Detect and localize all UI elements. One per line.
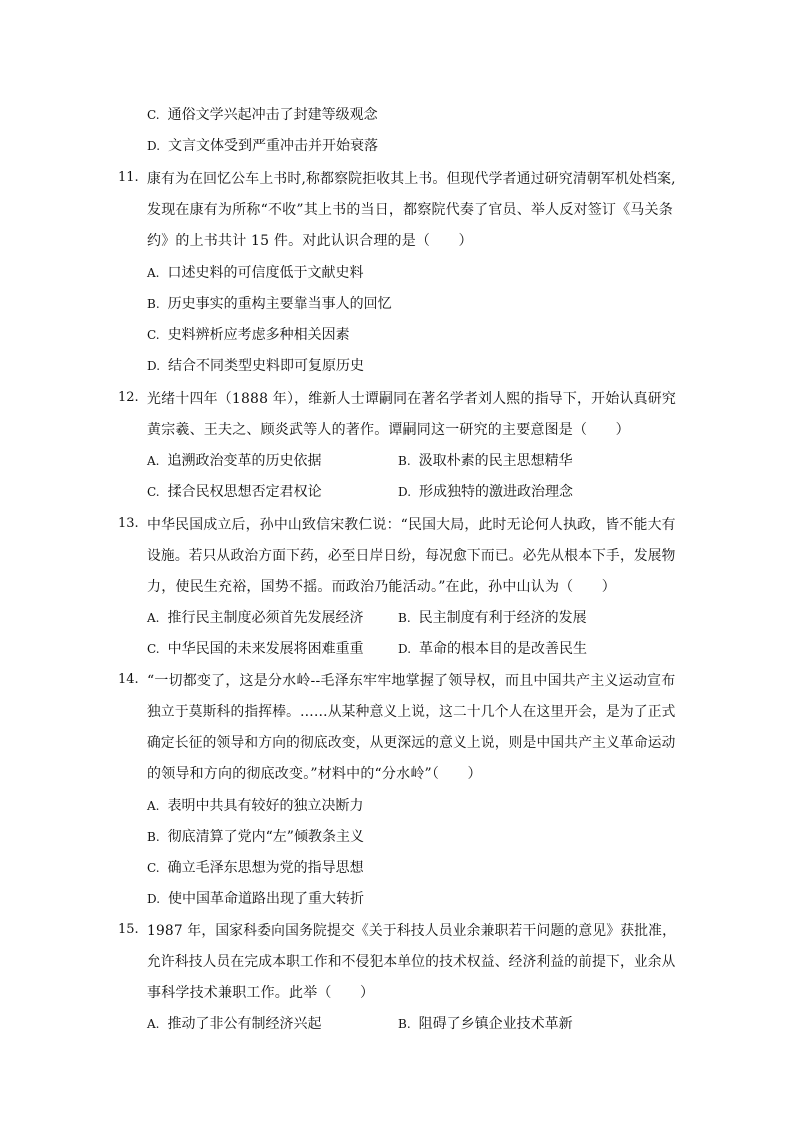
option-text: 阻碍了乡镇企业技术革新 bbox=[418, 1016, 573, 1032]
q12-option-c bbox=[147, 481, 322, 501]
q14-stem-line-1: “一切都变了，这是分水岭--毛泽东牢牢地掌握了领导权，而且中国共产主义运动宣布 bbox=[147, 673, 676, 689]
q15-stem-line-1: 1987 年，国家科委向国务院提交《关于科技人员业余兼职若干问题的意见》获批准， bbox=[147, 923, 677, 939]
option-text: 历史事实的重构主要靠当事人的回忆 bbox=[167, 296, 392, 312]
q15-stem-line-2: 允许科技人员在完成本职工作和不侵犯本单位的技术权益、经济利益的前提下，业余从 bbox=[147, 954, 676, 970]
option-text: 革命的根本目的是改善民生 bbox=[419, 641, 588, 657]
option-label: A. bbox=[147, 799, 160, 813]
option-text: 结合不同类型史料即可复原历史 bbox=[168, 358, 365, 374]
option-text: 形成独特的激进政治理念 bbox=[419, 484, 574, 500]
q12-stem-line-2: 黄宗羲、王夫之、顾炎武等人的著作。谭嗣同这一研究的主要意图是（ ） bbox=[147, 422, 630, 438]
option-label: A. bbox=[147, 454, 160, 468]
option-text: 史料辨析应考虑多种相关因素 bbox=[167, 327, 350, 343]
q12-option-b bbox=[398, 450, 573, 470]
option-text: 民主制度有利于经济的发展 bbox=[418, 610, 587, 626]
q13-option-c bbox=[147, 638, 364, 658]
option-label: D. bbox=[398, 485, 412, 499]
q14-number: 14. bbox=[118, 672, 139, 687]
option-label: D. bbox=[398, 642, 412, 656]
q11-stem-line-1: 康有为在回忆公车上书时,称都察院拒收其上书。但现代学者通过研究清朝军机处档案, bbox=[147, 171, 676, 187]
option-label: C. bbox=[147, 642, 160, 656]
q12-option-a bbox=[147, 450, 321, 470]
q13-number: 13. bbox=[118, 516, 139, 531]
q15-option-a bbox=[147, 1013, 321, 1033]
q11-stem-line-2: 发现在康有为所称“不收”其上书的当日，都察院代奏了官员、举人反对签订《马关条 bbox=[147, 202, 673, 218]
option-label: A. bbox=[147, 266, 160, 280]
option-text: 推动了非公有制经济兴起 bbox=[167, 1016, 322, 1032]
option-text: 汲取朴素的民主思想精华 bbox=[418, 453, 573, 469]
option-label: B. bbox=[147, 297, 160, 311]
q15-option-b bbox=[398, 1013, 573, 1033]
option-label: D. bbox=[147, 359, 161, 373]
option-label: D. bbox=[147, 139, 161, 153]
q15-number: 15. bbox=[118, 922, 139, 937]
option-text: 揉合民权思想否定君权论 bbox=[167, 484, 322, 500]
option-label: B. bbox=[398, 1017, 411, 1031]
q14-stem-line-4: 的领导和方向的彻底改变。”材料中的“分水岭”（ ） bbox=[147, 766, 482, 782]
option-text: 表明中共具有较好的独立决断力 bbox=[167, 798, 364, 814]
q14-stem-line-2: 独立于莫斯科的指挥棒。……从某种意义上说，这二十几个人在这里开会，是为了正式 bbox=[147, 704, 676, 720]
q14-option-c bbox=[147, 857, 364, 877]
q11-number: 11. bbox=[118, 170, 139, 185]
option-text: 通俗文学兴起冲击了封建等级观念 bbox=[167, 107, 378, 123]
option-label: A. bbox=[147, 1017, 160, 1031]
option-label: D. bbox=[147, 892, 161, 906]
q13-option-b bbox=[398, 607, 587, 627]
option-text: 彻底清算了党内“左”倾教条主义 bbox=[167, 829, 364, 845]
option-text: 确立毛泽东思想为党的指导思想 bbox=[167, 860, 364, 876]
q11-option-b bbox=[147, 293, 392, 313]
q14-option-d bbox=[147, 888, 364, 908]
option-label: C. bbox=[147, 485, 160, 499]
q11-stem-line-3: 约》的上书共计 15 件。对此认识合理的是（ ） bbox=[147, 233, 473, 249]
q10-option-d bbox=[147, 135, 378, 155]
option-label: B. bbox=[398, 454, 411, 468]
q12-stem-line-1: 光绪十四年（1888 年），维新人士谭嗣同在著名学者刘人熙的指导下，开始认真研究 bbox=[147, 391, 677, 407]
q13-stem-line-3: 力，使民生充裕，国势不摇。而政治乃能活动。”在此，孙中山认为（ ） bbox=[147, 579, 616, 595]
option-label: A. bbox=[147, 611, 160, 625]
q12-number: 12. bbox=[118, 390, 139, 405]
option-label: B. bbox=[147, 830, 160, 844]
q12-option-d bbox=[398, 481, 573, 501]
q13-stem-line-2: 设施。若只从政治方面下药，必至日岸日纷，每况愈下而已。必先从根本下手，发展物 bbox=[147, 548, 676, 564]
q14-option-a bbox=[147, 795, 363, 815]
option-text: 推行民主制度必须首先发展经济 bbox=[167, 610, 364, 626]
option-text: 追溯政治变革的历史依据 bbox=[167, 453, 322, 469]
q11-option-c bbox=[147, 324, 350, 344]
option-label: C. bbox=[147, 108, 160, 122]
q13-option-a bbox=[147, 607, 363, 627]
q10-option-c bbox=[147, 104, 378, 124]
q11-option-a bbox=[147, 262, 363, 282]
option-label: C. bbox=[147, 328, 160, 342]
option-text: 口述史料的可信度低于文献史料 bbox=[167, 265, 364, 281]
q14-option-b bbox=[147, 826, 364, 846]
option-text: 中华民国的未来发展将困难重重 bbox=[167, 641, 364, 657]
option-text: 文言文体受到严重冲击并开始衰落 bbox=[168, 138, 379, 154]
q13-stem-line-1: 中华民国成立后，孙中山致信宋教仁说：“民国大局，此时无论何人执政，皆不能大有 bbox=[147, 517, 676, 533]
q11-option-d bbox=[147, 355, 364, 375]
option-label: C. bbox=[147, 861, 160, 875]
option-text: 使中国革命道路出现了重大转折 bbox=[168, 891, 365, 907]
option-label: B. bbox=[398, 611, 411, 625]
q14-stem-line-3: 确定长征的领导和方向的彻底改变，从更深远的意义上说，则是中国共产主义革命运动 bbox=[147, 735, 676, 751]
q15-stem-line-3: 事科学技术兼职工作。此举（ ） bbox=[147, 985, 375, 1001]
q13-option-d bbox=[398, 638, 587, 658]
